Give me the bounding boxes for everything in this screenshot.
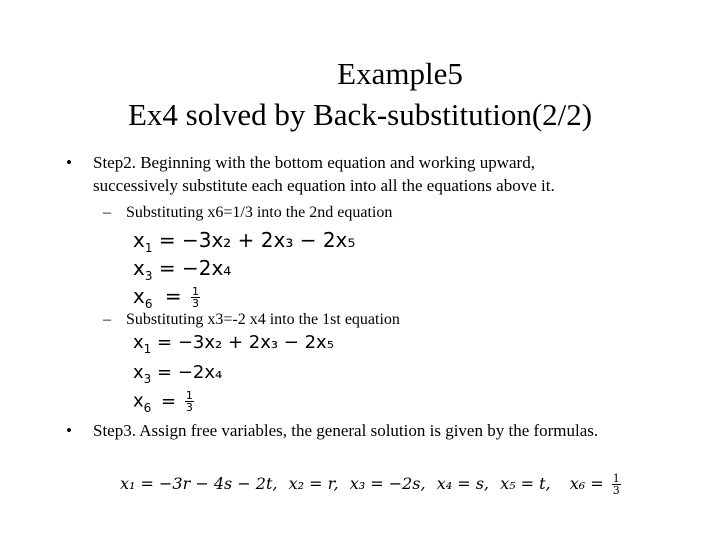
system1-eq2-lhs: x	[133, 256, 145, 280]
general-solution	[120, 473, 621, 496]
solution-x6-fraction	[612, 473, 621, 496]
slide-title-line1: Example5	[337, 56, 463, 91]
system1-eq3-lhs-sub: 6	[144, 297, 153, 311]
system2-eq3-lhs-sub: 6	[143, 400, 152, 415]
system1-eq1	[133, 228, 356, 255]
system1-eq1-rhs: = −3x₂ + 2x₃ − 2x₅	[158, 228, 356, 252]
system2-eq1	[133, 332, 334, 356]
solution-x3: x₃ = −2s,	[349, 474, 426, 493]
system1-eq2-lhs-sub: 3	[144, 269, 153, 283]
system2-eq1-rhs: = −3x₂ + 2x₃ − 2x₅	[157, 332, 334, 353]
sub2-dash: –	[103, 311, 111, 328]
system2-eq2-lhs-sub: 3	[143, 372, 152, 386]
step2-line1: Step2. Beginning with the bottom equation and working upward,	[93, 153, 535, 172]
system1-eq3-equals: =	[164, 284, 182, 308]
system2-eq1-lhs: x	[133, 332, 144, 353]
system1-eq3-num: 1	[191, 285, 199, 298]
system2-eq2-lhs: x	[133, 362, 144, 383]
solution-x5: x₅ = t,	[500, 474, 551, 493]
system1-eq1-lhs: x	[133, 228, 145, 252]
system1-eq2	[133, 256, 232, 283]
solution-x4: x₄ = s,	[436, 474, 489, 493]
system2-eq3	[133, 390, 194, 413]
step3-bullet: •	[66, 421, 72, 440]
system2-eq2	[133, 362, 223, 386]
system1-eq3	[133, 284, 200, 309]
system2-eq2-rhs: = −2x₄	[157, 362, 223, 383]
solution-x6-lhs: x₆ =	[569, 474, 604, 493]
solution-x6-num: 1	[612, 472, 620, 485]
sub1-dash: –	[103, 204, 111, 221]
solution-x6-den: 3	[612, 484, 620, 497]
solution-x1: x₁ = −3r − 4s − 2t,	[120, 474, 278, 493]
sub1-text: Substituting x6=1/3 into the 2nd equation	[126, 204, 393, 221]
system1-eq3-fraction	[191, 286, 200, 309]
step3-text: Step3. Assign free variables, the general solution is given by the formulas.	[93, 421, 599, 440]
slide-title-line2: Ex4 solved by Back-substitution(2/2)	[128, 97, 593, 132]
system2-eq3-den: 3	[185, 401, 193, 414]
system2-eq3-lhs: x	[133, 390, 144, 412]
system2-eq3-fraction	[185, 390, 194, 413]
system1-eq1-lhs-sub: 1	[144, 241, 153, 255]
system1-eq3-lhs: x	[133, 284, 145, 308]
solution-x2: x₂ = r,	[288, 474, 339, 493]
system2-eq3-equals: =	[161, 390, 177, 412]
sub2-text: Substituting x3=-2 x4 into the 1st equation	[126, 311, 400, 328]
step2-bullet: •	[66, 153, 72, 172]
system2-eq3-num: 1	[185, 389, 193, 402]
system2-eq1-lhs-sub: 1	[143, 342, 152, 356]
system1-eq2-rhs: = −2x₄	[158, 256, 232, 280]
step2-line2: successively substitute each equation into all the equations above it.	[93, 176, 555, 195]
system1-eq3-den: 3	[191, 297, 199, 310]
